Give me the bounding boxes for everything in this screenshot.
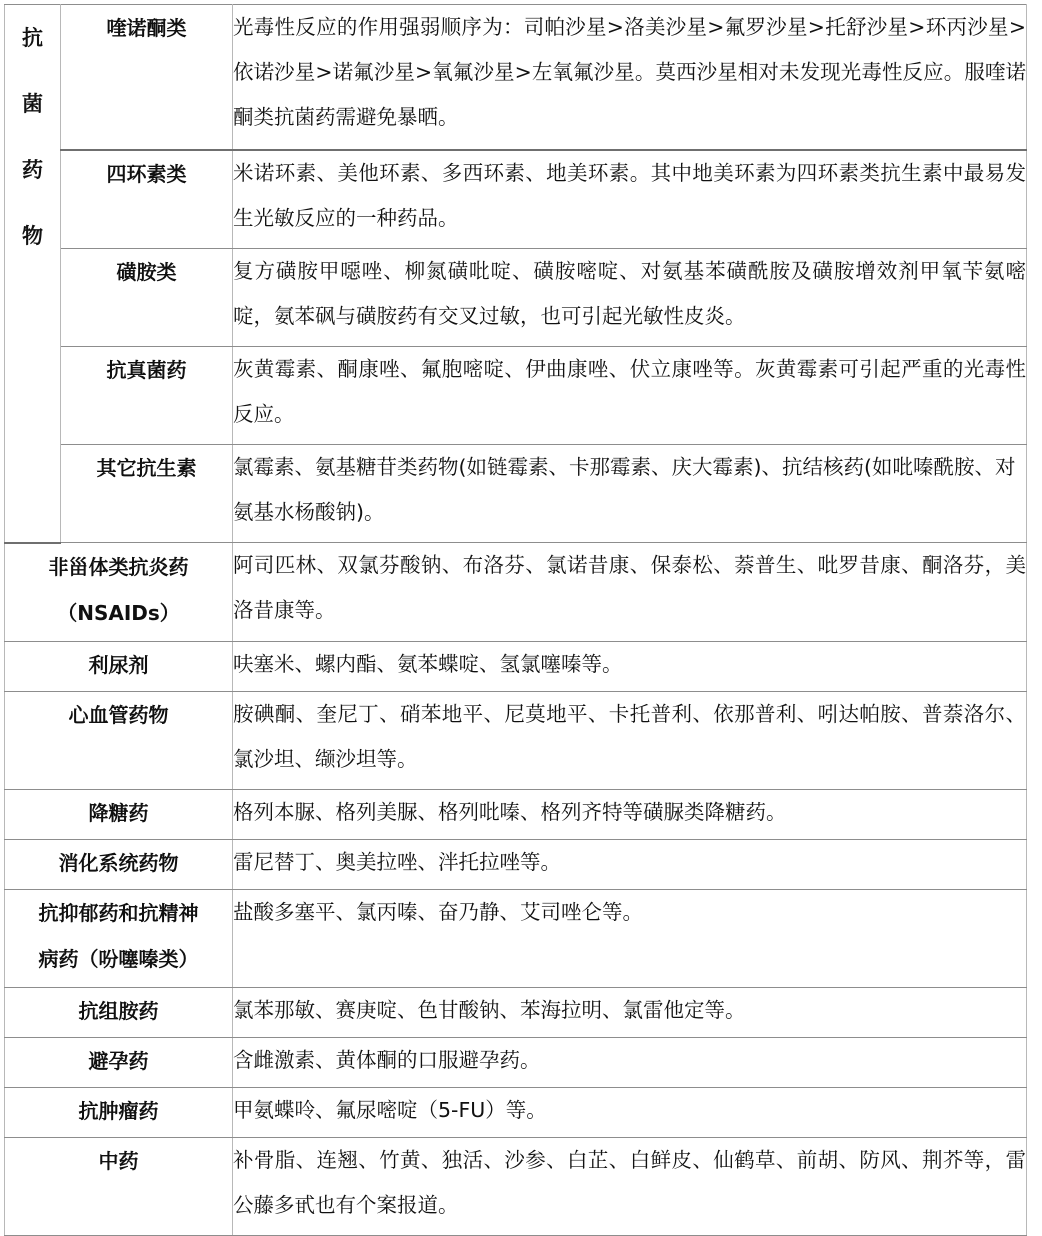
subcategory-cell-nsaids (5, 543, 233, 642)
subcategory-label: 抗肿瘤药 (78, 1098, 159, 1123)
detail-cell-nsaids (233, 543, 1027, 642)
table-row (5, 1087, 1027, 1137)
table-row (5, 347, 1027, 445)
group-label-char: 药 (22, 158, 43, 182)
detail-text: 呋塞米、螺内酯、氨苯蝶啶、氢氯噻嗪等。 (233, 651, 623, 676)
document-page (0, 4, 1042, 1217)
subcategory-label: 利尿剂 (88, 652, 149, 677)
detail-cell-sulfonamides (233, 249, 1027, 347)
table-row (5, 641, 1027, 691)
subcategory-cell-tetracyclines (61, 150, 233, 249)
subcategory-label-line2: 病药（吩噻嗪类） (38, 946, 199, 971)
detail-cell-quinolones (233, 5, 1027, 151)
subcategory-cell-antitumor (5, 1087, 233, 1137)
detail-cell-digestive (233, 839, 1027, 889)
group-cell-antibacterial (5, 5, 61, 543)
subcategory-cell-tcm (5, 1137, 233, 1235)
detail-text: 复方磺胺甲噁唑、柳氮磺吡啶、磺胺嘧啶、对氨基苯磺酰胺及磺胺增效剂甲氧苄氨嘧啶，氨苯砜与磺胺药有交叉过敏，也可引起光敏性皮炎。 (233, 259, 1026, 328)
detail-cell-contraceptives (233, 1037, 1027, 1087)
group-label-char: 抗 (22, 26, 43, 50)
table-row (5, 543, 1027, 642)
subcategory-label: 中药 (98, 1148, 139, 1173)
table-row (5, 1137, 1027, 1235)
subcategory-label-line2: （NSAIDs） (57, 600, 180, 625)
photosensitive-drug-table (4, 4, 1027, 1236)
detail-text: 氯霉素、氨基糖苷类药物(如链霉素、卡那霉素、庆大霉素)、抗结核药(如吡嗪酰胺、对氨基水杨酸钠)。 (233, 455, 1016, 524)
table-row (5, 789, 1027, 839)
subcategory-label: 抗真菌药 (106, 358, 187, 382)
detail-cell-tetracyclines (233, 150, 1027, 249)
detail-text: 阿司匹林、双氯芬酸钠、布洛芬、氯诺昔康、保泰松、萘普生、吡罗昔康、酮洛芬，美洛昔康等。 (233, 553, 1026, 622)
subcategory-label: 心血管药物 (68, 702, 169, 727)
detail-cell-tcm (233, 1137, 1027, 1235)
table-row (5, 839, 1027, 889)
detail-cell-other-antibiotics (233, 445, 1027, 543)
subcategory-cell-diuretics (5, 641, 233, 691)
subcategory-label (5, 544, 232, 636)
subcategory-cell-quinolones (61, 5, 233, 151)
group-label-vertical (5, 5, 60, 269)
group-label-char: 菌 (22, 92, 43, 116)
subcategory-label: 消化系统药物 (58, 850, 179, 875)
detail-text: 光毒性反应的作用强弱顺序为：司帕沙星>洛美沙星>氟罗沙星>托舒沙星>环丙沙星>依诺沙星>诺氟沙星>氧氟沙星>左氧氟沙星。莫西沙星相对未发现光毒性反应。服喹诺酮类抗菌药需避免暴晒。 (233, 15, 1026, 129)
subcategory-cell-cardiovascular (5, 691, 233, 789)
detail-text: 胺碘酮、奎尼丁、硝苯地平、尼莫地平、卡托普利、依那普利、吲达帕胺、普萘洛尔、氯沙坦、缬沙坦等。 (233, 701, 1026, 771)
subcategory-cell-digestive (5, 839, 233, 889)
table-row (5, 249, 1027, 347)
detail-text: 格列本脲、格列美脲、格列吡嗪、格列齐特等磺脲类降糖药。 (233, 799, 787, 824)
subcategory-label: 降糖药 (88, 800, 149, 825)
subcategory-cell-antidepressants (5, 889, 233, 987)
detail-text: 氯苯那敏、赛庚啶、色甘酸钠、苯海拉明、氯雷他定等。 (233, 997, 746, 1022)
subcategory-cell-contraceptives (5, 1037, 233, 1087)
detail-text: 灰黄霉素、酮康唑、氟胞嘧啶、伊曲康唑、伏立康唑等。灰黄霉素可引起严重的光毒性反应。 (233, 357, 1026, 426)
detail-text: 含雌激素、黄体酮的口服避孕药。 (233, 1047, 541, 1072)
table-row (5, 987, 1027, 1037)
subcategory-label: 抗组胺药 (78, 998, 159, 1023)
table-row (5, 1037, 1027, 1087)
detail-text: 雷尼替丁、奥美拉唑、泮托拉唑等。 (233, 849, 561, 874)
detail-text: 补骨脂、连翘、竹黄、独活、沙参、白芷、白鲜皮、仙鹤草、前胡、防风、荆芥等，雷公藤多甙也有个案报道。 (233, 1147, 1026, 1217)
group-label-char: 物 (22, 224, 43, 248)
detail-cell-diuretics (233, 641, 1027, 691)
detail-text: 盐酸多塞平、氯丙嗪、奋乃静、艾司唑仑等。 (233, 899, 643, 924)
subcategory-cell-antidiabetics (5, 789, 233, 839)
table-row (5, 445, 1027, 543)
subcategory-label (5, 890, 232, 982)
table-row (5, 150, 1027, 249)
table-row (5, 691, 1027, 789)
detail-cell-antifungals (233, 347, 1027, 445)
detail-cell-cardiovascular (233, 691, 1027, 789)
subcategory-label-line1: 抗抑郁药和抗精神 (38, 900, 199, 925)
detail-cell-antidepressants (233, 889, 1027, 987)
detail-text: 甲氨蝶呤、氟尿嘧啶（5-FU）等。 (233, 1097, 547, 1122)
subcategory-label: 其它抗生素 (96, 456, 197, 480)
subcategory-cell-other-antibiotics (61, 445, 233, 543)
detail-cell-antihistamines (233, 987, 1027, 1037)
subcategory-cell-sulfonamides (61, 249, 233, 347)
subcategory-cell-antihistamines (5, 987, 233, 1037)
detail-cell-antitumor (233, 1087, 1027, 1137)
subcategory-label-line1: 非甾体类抗炎药 (48, 554, 189, 579)
subcategory-label: 磺胺类 (116, 260, 177, 284)
subcategory-label: 避孕药 (88, 1048, 149, 1073)
detail-text: 米诺环素、美他环素、多西环素、地美环素。其中地美环素为四环素类抗生素中最易发生光敏反应的一种药品。 (233, 161, 1026, 230)
detail-cell-antidiabetics (233, 789, 1027, 839)
subcategory-cell-antifungals (61, 347, 233, 445)
table-row (5, 889, 1027, 987)
subcategory-label: 喹诺酮类 (106, 16, 187, 40)
table-row (5, 5, 1027, 151)
subcategory-label: 四环素类 (106, 162, 187, 186)
